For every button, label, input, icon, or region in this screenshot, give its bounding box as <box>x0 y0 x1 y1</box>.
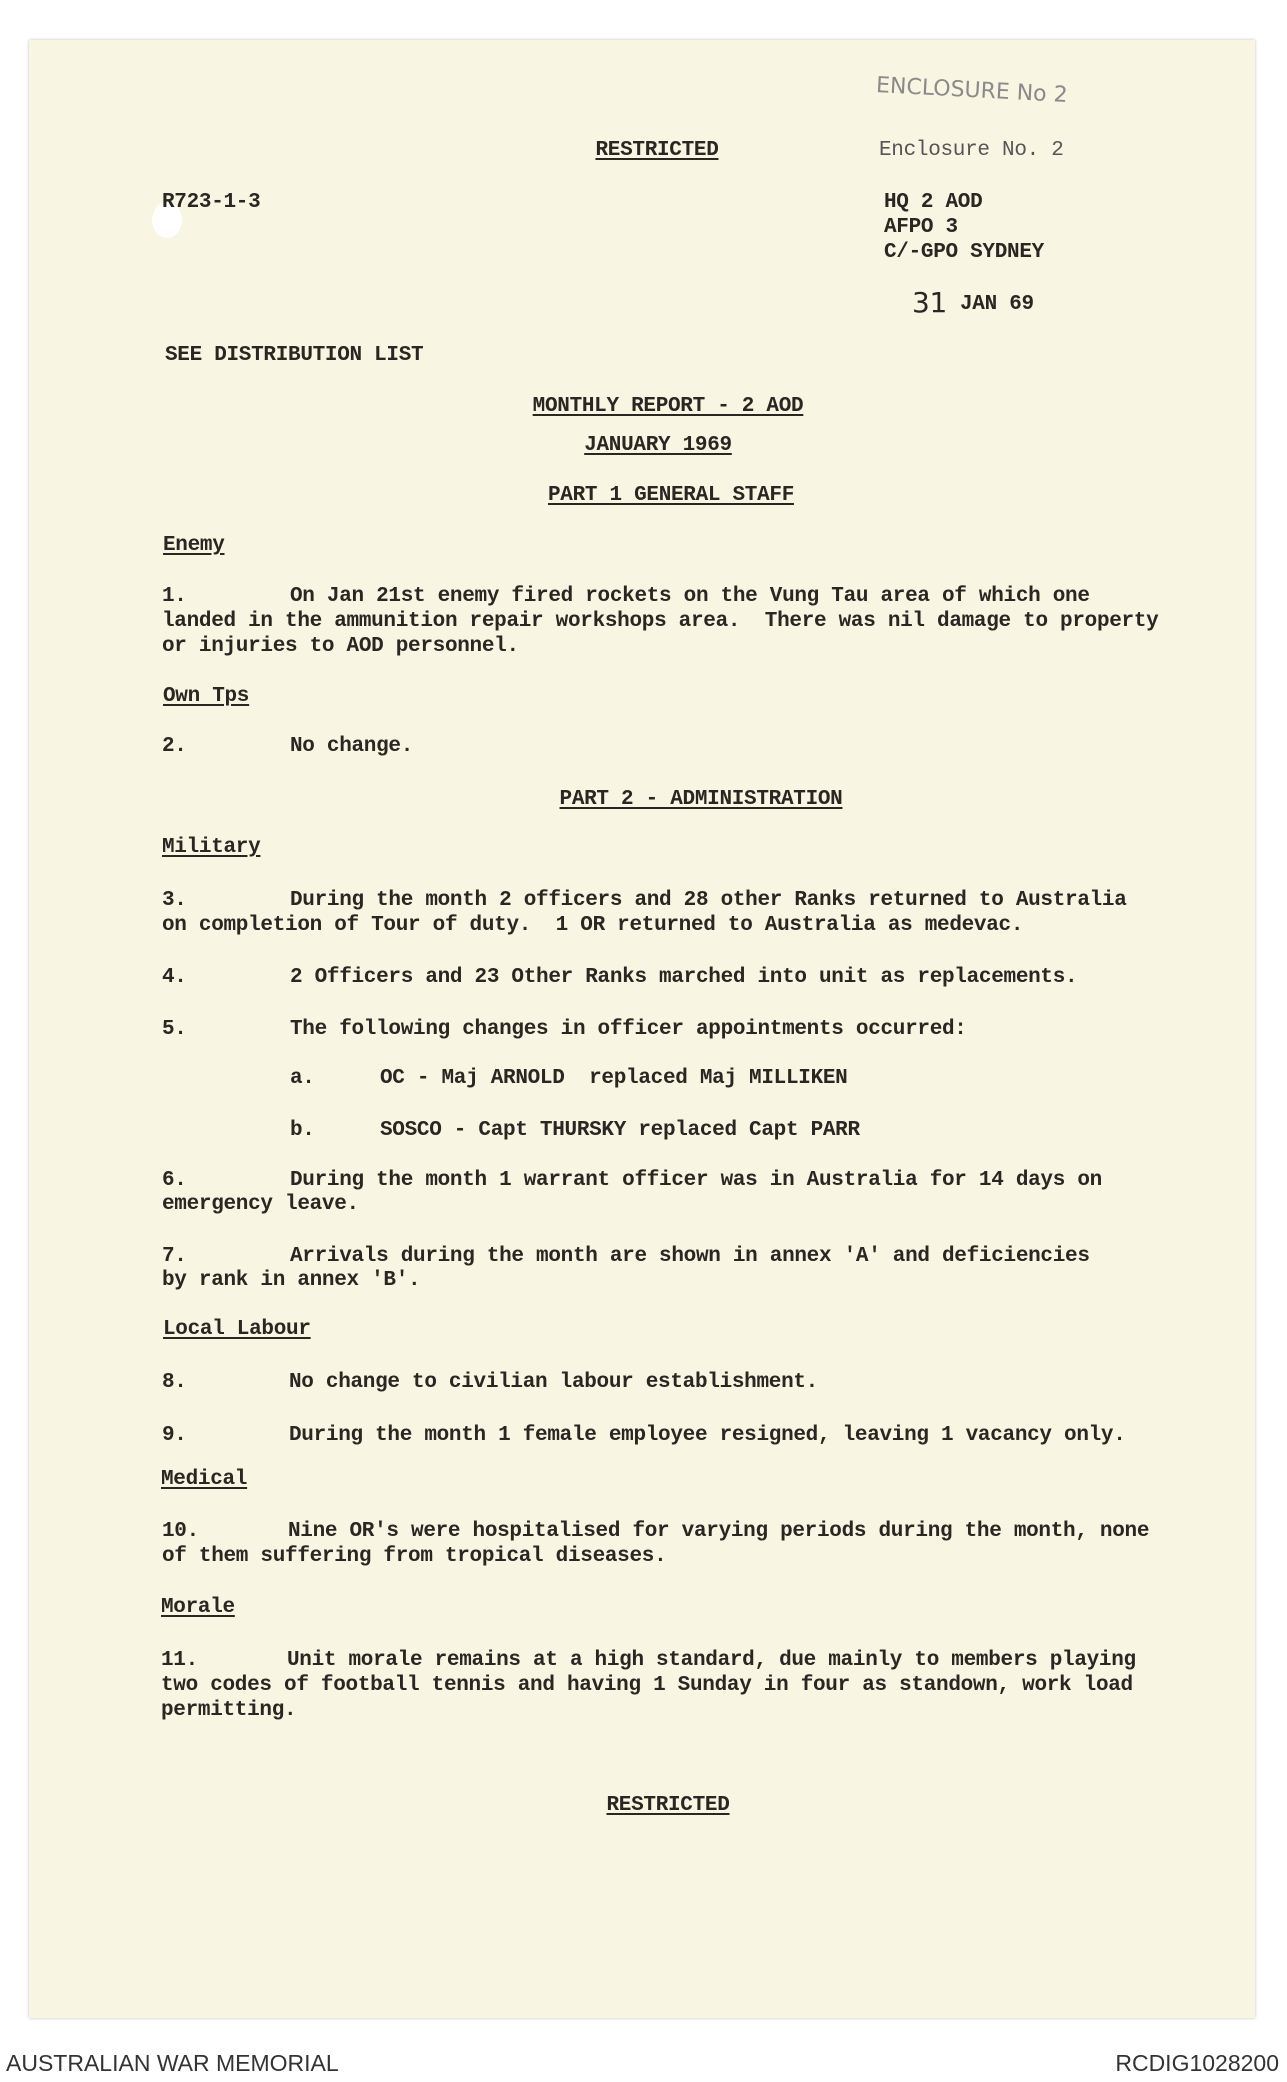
recipient: SEE DISTRIBUTION LIST <box>165 344 424 367</box>
report-month: JANUARY 1969 <box>584 434 732 457</box>
handwritten-note: ENCLOSURE No 2 <box>875 73 1069 108</box>
para-number: 4. <box>162 966 187 989</box>
date-day-handwritten: 31 <box>912 286 948 319</box>
section-military: Military <box>162 836 261 859</box>
para-text: of them suffering from tropical diseases. <box>162 1545 667 1568</box>
para-text: During the month 1 female employee resigned, leaving 1 vacancy only. <box>289 1424 1126 1447</box>
para-text: landed in the ammunition repair workshops area. There was nil damage to property or injuries to AOD personnel. <box>162 610 1159 658</box>
para-text: During the month 2 officers and 28 other Ranks returned to Australia <box>290 889 1127 912</box>
part-2-heading: PART 2 - ADMINISTRATION <box>559 788 843 811</box>
sub-item-text: OC - Maj ARNOLD replaced Maj MILLIKEN <box>380 1067 848 1090</box>
sub-item-letter: a. <box>290 1067 315 1090</box>
para-number: 8. <box>162 1371 187 1394</box>
date: JAN 69 <box>960 293 1034 316</box>
source-caption: AUSTRALIAN WAR MEMORIAL <box>6 2050 339 2076</box>
para-text: The following changes in officer appointments occurred: <box>290 1018 967 1041</box>
address-line: C/-GPO SYDNEY <box>884 241 1044 264</box>
section-own-tps: Own Tps <box>163 685 250 708</box>
para-number: 6. <box>162 1169 187 1192</box>
para-text: by rank in annex 'B'. <box>162 1269 421 1292</box>
para-text: emergency leave. <box>162 1193 359 1216</box>
para-text: on completion of Tour of duty. 1 OR returned to Australia as medevac. <box>162 914 1024 937</box>
classification-bottom: RESTRICTED <box>606 1794 730 1817</box>
item-id: RCDIG1028200 <box>1115 2050 1279 2076</box>
para-text: Arrivals during the month are shown in annex 'A' and deficiencies <box>290 1245 1090 1268</box>
para-number: 10. <box>162 1520 199 1543</box>
para-text: two codes of football tennis and having 1 Sunday in four as standown, work load permitting. <box>161 1674 1133 1722</box>
report-title: MONTHLY REPORT - 2 AOD <box>532 395 804 418</box>
address-line: HQ 2 AOD <box>884 191 983 214</box>
part-1-heading: PART 1 GENERAL STAFF <box>547 484 795 507</box>
sub-item-letter: b. <box>290 1119 315 1142</box>
para-text: No change to civilian labour establishment. <box>289 1371 818 1394</box>
section-local-labour: Local Labour <box>163 1318 311 1341</box>
para-number: 1. <box>162 585 187 608</box>
para-text: Unit morale remains at a high standard, due mainly to members playing <box>287 1649 1136 1672</box>
classification-top: RESTRICTED <box>595 139 719 162</box>
para-number: 5. <box>162 1018 187 1041</box>
address-line: AFPO 3 <box>884 216 958 239</box>
para-text: No change. <box>290 735 414 758</box>
para-number: 9. <box>162 1424 187 1447</box>
para-number: 11. <box>161 1649 198 1672</box>
para-number: 7. <box>162 1245 187 1268</box>
para-text: 2 Officers and 23 Other Ranks marched into unit as replacements. <box>290 966 1078 989</box>
enclosure-label: Enclosure No. 2 <box>879 139 1064 162</box>
sub-item-text: SOSCO - Capt THURSKY replaced Capt PARR <box>380 1119 860 1142</box>
para-text: Nine OR's were hospitalised for varying periods during the month, none <box>288 1520 1150 1543</box>
para-number: 2. <box>162 735 187 758</box>
section-morale: Morale <box>161 1596 235 1619</box>
section-medical: Medical <box>161 1468 248 1491</box>
para-text: On Jan 21st enemy fired rockets on the Vung Tau area of which one <box>290 585 1090 608</box>
file-reference: R723-1-3 <box>162 191 261 214</box>
para-text: During the month 1 warrant officer was in Australia for 14 days on <box>290 1169 1102 1192</box>
section-enemy: Enemy <box>163 534 225 557</box>
para-number: 3. <box>162 889 187 912</box>
